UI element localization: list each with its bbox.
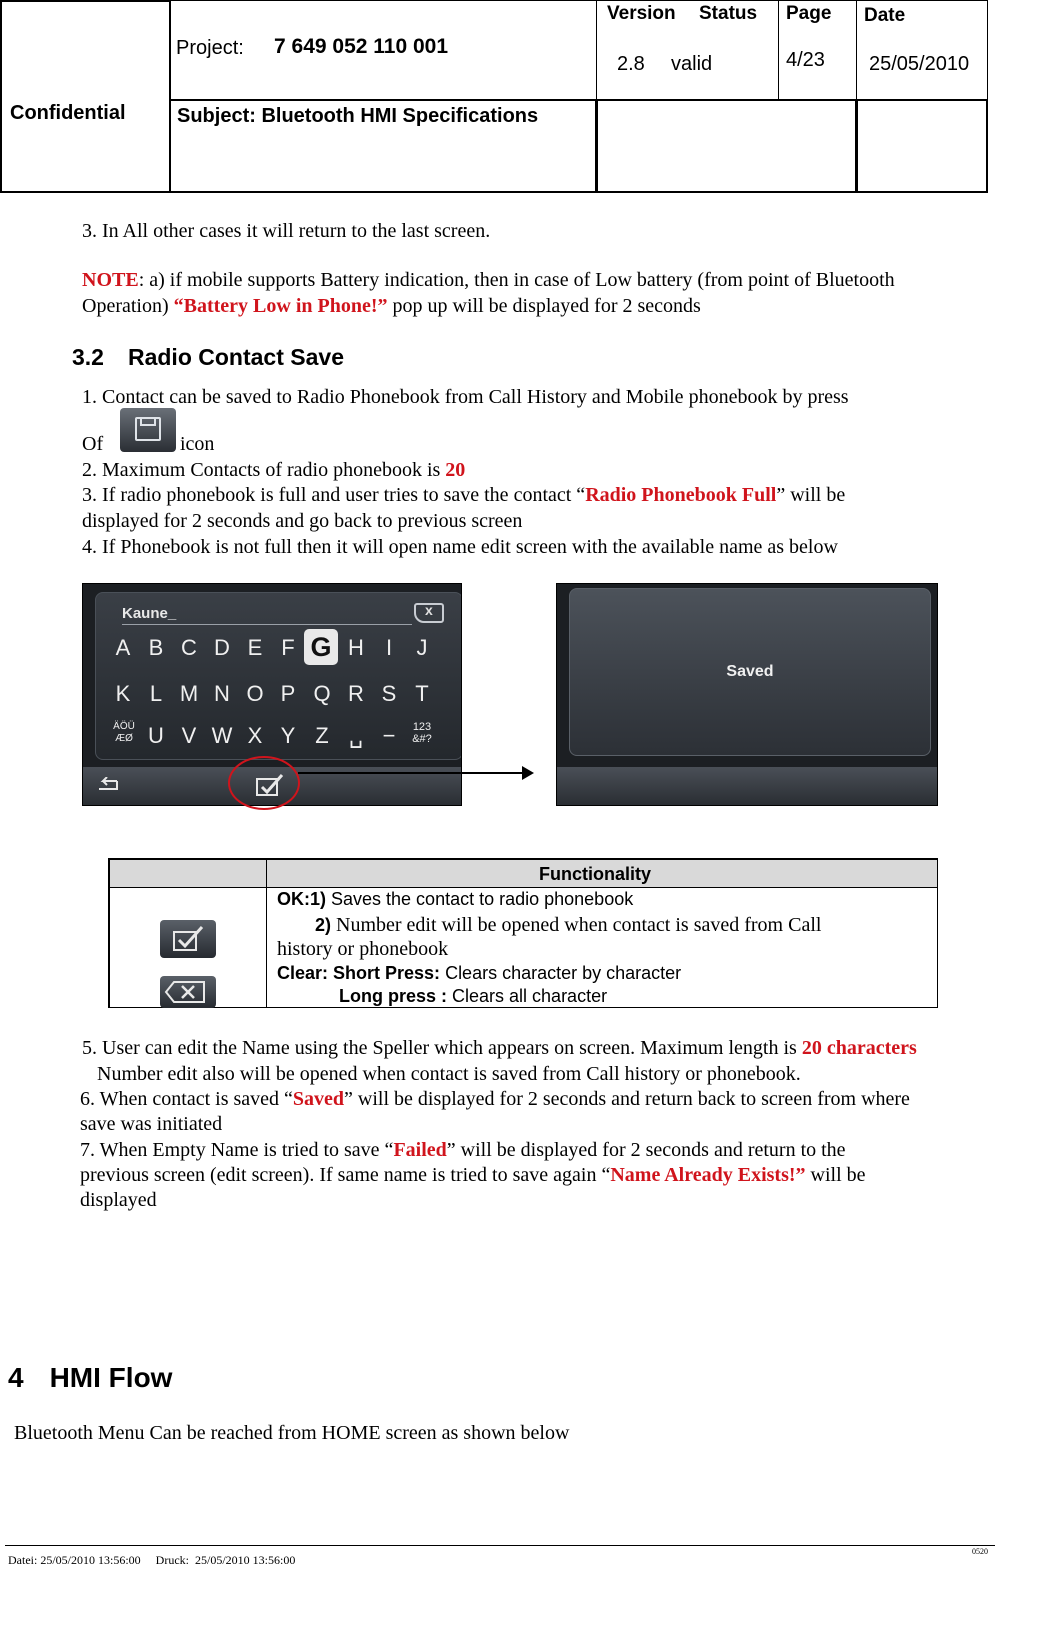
key-e: E [247,635,263,660]
full-text: 3. If radio phonebook is full and user tries to save the contact “ [82,484,586,506]
saved-text-1: 6. When contact is saved “ [80,1088,293,1110]
section-3-2-heading [72,344,344,371]
return-last-screen-line: 3. In All other cases it will return to the last screen. [82,220,491,242]
key-z: Z [315,723,329,748]
note-text-3: pop up will be displayed for 2 seconds [387,295,701,317]
saved-message: Saved [726,663,774,680]
clear-text: Clears character by character [440,963,682,983]
saved-line-6b: save was initiated [80,1113,223,1135]
note-line-1 [82,267,895,293]
date-value: 25/05/2010 [869,53,970,75]
save-line-3b: displayed for 2 seconds and go back to previous screen [82,510,523,532]
key-l: L [149,681,163,706]
save-line-2 [82,457,465,483]
section-4-text: Bluetooth Menu Can be reached from HOME screen as shown below [14,1422,570,1444]
edit-line-5 [82,1035,917,1061]
failed-line-7c: displayed [80,1189,157,1211]
footer-rule [5,1545,995,1546]
back-arrow-icon [95,777,121,795]
section-4-title: HMI Flow [49,1362,173,1393]
project-number: 7 649 052 110 001 [274,35,449,58]
max-contacts-text: 2. Maximum Contacts of radio phonebook is [82,459,446,481]
saved-popup-text: Saved [292,1088,345,1110]
saved-popup [569,588,931,756]
failed-text-2: ” will be displayed for 2 seconds and return to the [446,1139,846,1161]
footer-dates: Datei: 25/05/2010 13:56:00 Druck: 25/05/2010 13:56:00 [8,1553,296,1567]
flow-arrow-line [298,772,524,774]
status-value: valid [671,53,713,75]
edit-text: 5. User can edit the Name using the Speller which appears on screen. Maximum length is [82,1037,802,1059]
header-empty-cell-2 [856,99,988,193]
key-q: Q [313,681,331,706]
key-i: I [385,635,393,660]
page-value: 4/23 [786,49,825,71]
ok-label: OK:1) [277,889,326,909]
note-label: NOTE [82,269,139,291]
save-line-4: 4. If Phonebook is not full then it will open name edit screen with the available name as below [82,536,838,558]
key-k: K [115,681,131,706]
save-disk-icon [120,408,176,452]
save-line-3 [82,482,845,508]
failed-line-7b [80,1162,866,1188]
header-page-cell [778,0,857,100]
key-b: B [148,635,164,660]
document-header [0,0,1026,200]
header-empty-cell-1 [596,99,857,193]
failed-popup-text: Failed [393,1139,447,1161]
speller-panel [95,592,462,760]
ok2-text: Number edit will be opened when contact is saved from Call [331,914,822,936]
ok-text: Saves the contact to radio phonebook [326,889,634,909]
clear-label: Clear: Short Press: [277,963,441,983]
exists-text-1: previous screen (edit screen). If same name is tried to save again “ [80,1164,611,1186]
key-u: U [148,723,164,748]
max-length: 20 characters [801,1037,917,1059]
ok2-label: 2) [315,915,332,935]
functionality-table [108,858,938,1008]
section-number: 3.2 [72,344,104,370]
key-n: N [214,681,230,706]
ok2-description-2: history or phonebook [277,938,449,960]
key-o: O [246,681,264,706]
table-icon-cell [109,887,267,1008]
key-d: D [214,635,230,660]
saved-line-6 [80,1086,910,1112]
phonebook-full-popup: Radio Phonebook Full [585,484,777,506]
note-text-2: Operation) [82,295,174,317]
failed-text-1: 7. When Empty Name is tried to save “ [80,1139,394,1161]
key-dash: − [382,723,396,748]
confidential-label: Confidential [10,102,126,124]
section-title: Radio Contact Save [127,344,344,370]
header-subject-cell [169,99,597,193]
long-press-text: Clears all character [447,986,608,1006]
functionality-heading: Functionality [539,864,651,884]
table-description-cell [266,887,938,1008]
header-version-cell [596,0,779,100]
max-contacts-value: 20 [445,459,466,481]
name-field: Kaune_ [122,605,412,625]
exists-text-2: will be [805,1164,866,1186]
project-label: Project: [176,37,244,59]
section-4-number: 4 [8,1362,24,1393]
long-press-description [339,986,607,1007]
saved-text-2: ” will be displayed for 2 seconds and return back to screen from where [344,1088,910,1110]
header-date-cell [856,0,988,100]
footer-code: 0520 [972,1547,988,1556]
ok-button-icon [160,920,216,958]
version-value: 2.8 [617,53,645,75]
key-space: ␣ [349,723,363,748]
key-numbers: 123 &#? [412,721,432,745]
clear-button-icon [160,976,216,1008]
exists-popup-text: Name Already Exists!” [610,1164,806,1186]
clear-description [277,963,681,984]
key-y: Y [280,723,296,748]
key-f: F [281,635,295,660]
subject-line: Subject: Bluetooth HMI Specifications [177,105,539,127]
key-m: M [179,681,199,706]
version-label: Version [607,3,676,24]
key-s: S [381,681,397,706]
long-press-label: Long press : [339,986,448,1006]
key-t: T [415,681,429,706]
battery-low-popup: “Battery Low in Phone!” [173,295,388,317]
icon-text: icon [180,433,215,455]
key-r: R [348,681,364,706]
page-label: Page [786,3,832,24]
section-4-heading [8,1362,172,1394]
date-label: Date [864,5,906,26]
full-text-2: ” will be [776,484,846,506]
key-umlauts: ÄÖÜ ÆØ [113,721,135,744]
key-h: H [348,635,364,660]
status-label: Status [699,3,758,24]
note-text: : a) if mobile supports Battery indication, then in case of Low battery (from point of Bluetooth [138,269,895,291]
header-confidential-cell [0,0,171,193]
note-line-2 [82,293,701,319]
header-project-cell [169,0,597,100]
clear-field-icon: x [414,603,444,623]
key-w: W [211,723,233,748]
of-text: Of [82,433,104,455]
save-line-1b [82,431,103,457]
saved-bottom-bar [557,767,937,805]
save-line-1: 1. Contact can be saved to Radio Phonebook from Call History and Mobile phonebook by press [82,386,849,408]
edit-line-5b: Number edit also will be opened when contact is saved from Call history or phonebook. [97,1063,801,1085]
highlight-circle [228,756,300,810]
key-p: P [280,681,296,706]
ok-description [277,889,633,910]
failed-line-7 [80,1137,846,1163]
table-header [266,859,938,888]
key-v: V [181,723,197,748]
saved-screenshot [556,583,938,806]
ok2-description [277,914,821,937]
key-x: X [247,723,263,748]
key-c: C [181,635,197,660]
key-j: J [416,635,428,660]
flow-arrow-head [522,766,534,780]
key-g-selected: G [304,629,338,665]
key-a: A [115,635,131,660]
table-header-empty [109,859,267,888]
